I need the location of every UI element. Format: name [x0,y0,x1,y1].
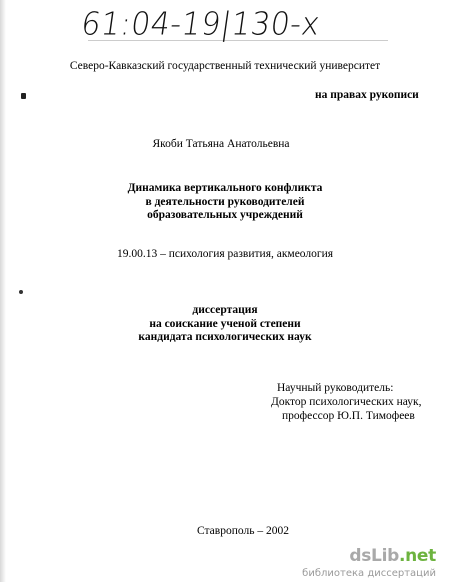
author-name: Якоби Татьяна Анатольевна [152,138,290,150]
university-name: Северо-Кавказский государственный технический университет [69,60,381,72]
binding-hole-mark [19,290,23,294]
dslib-logo[interactable] [349,546,436,566]
place-and-year: Ставрополь – 2002 [197,525,289,537]
binding-hole-mark [21,93,26,99]
scientific-advisor [263,381,422,423]
advisor-line: Научный руководитель: [277,382,394,394]
specialty-code: 19.00.13 – психология развития, акмеология [116,248,334,260]
handwritten-call-number: 61:04-19|130-х [78,6,323,43]
degree-line: диссертация [192,304,258,316]
advisor-line: Доктор психологических наук, [271,396,422,408]
scan-page-edge [0,0,6,582]
dissertation-title [0,182,450,223]
degree-line: на соискание ученой степени [149,317,301,330]
advisor-line: профессор Ю.П. Тимофеев [282,410,415,422]
logo-text: dsLib [349,546,399,566]
title-line: образовательных учреждений [147,209,303,221]
logo-domain: .net [398,546,436,566]
handwriting-baseline [88,40,388,41]
title-line: Динамика вертикального конфликта [127,182,323,194]
degree-line: кандидата психологических наук [138,331,312,343]
degree-statement [0,304,450,345]
title-line: в деятельности руководителей [145,195,305,208]
manuscript-rights: на правах рукописи [315,89,419,101]
watermark-tagline: библиотека диссертаций [302,568,436,579]
